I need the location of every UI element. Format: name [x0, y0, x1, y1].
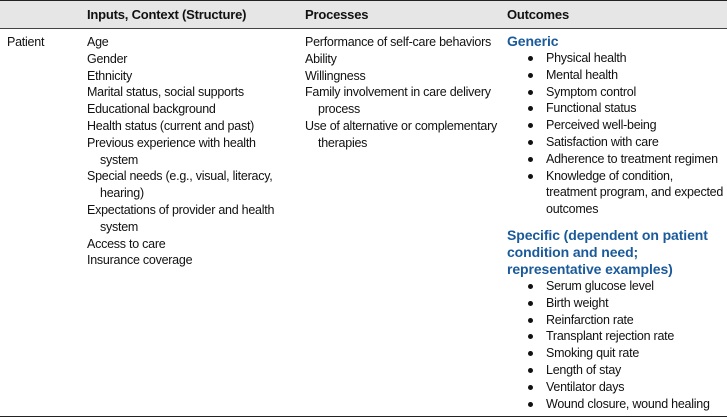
list-item: Ventilator days — [528, 379, 725, 396]
list-item: Expectations of provider and health system — [87, 202, 275, 234]
list-item: Gender — [87, 51, 128, 66]
header-inputs: Inputs, Context (Structure) — [87, 7, 247, 22]
bullet-icon — [528, 301, 533, 306]
list-item: Serum glucose level — [528, 278, 725, 295]
bullet-icon — [528, 402, 533, 407]
list-item: Age — [87, 35, 109, 49]
list-item: Use of alternative or complementary therapies — [305, 118, 498, 150]
list-item: Length of stay — [528, 362, 725, 379]
list-item: Access to care — [87, 236, 166, 251]
inputs-list — [87, 34, 297, 269]
list-item: Educational background — [87, 102, 216, 117]
list-item: Transplant rejection rate — [528, 328, 725, 345]
bullet-icon — [528, 90, 533, 95]
list-item: Marital status, social supports — [87, 85, 244, 100]
list-item: Reinfarction rate — [528, 312, 725, 329]
specific-heading: Specific (dependent on patient condition and need; representative examples) — [507, 226, 708, 277]
inputs-cell — [87, 34, 297, 269]
list-item: Previous experience with health system — [87, 135, 256, 167]
list-item: Adherence to treatment regimen — [528, 151, 725, 168]
list-item: Perceived well-being — [528, 117, 725, 134]
bullet-icon — [528, 106, 533, 111]
processes-cell — [305, 34, 501, 152]
bullet-icon — [528, 174, 533, 179]
specific-outcomes-list — [507, 278, 725, 412]
bullet-icon — [528, 123, 533, 128]
outcomes-cell — [507, 34, 725, 412]
generic-outcomes-list — [507, 50, 725, 218]
list-item: Wound closure, wound healing — [528, 396, 725, 413]
table-row-patient — [0, 29, 727, 417]
list-item: Symptom control — [528, 84, 725, 101]
header-outcomes: Outcomes — [507, 7, 569, 22]
bullet-icon — [528, 334, 533, 339]
bullet-icon — [528, 157, 533, 162]
processes-list — [305, 34, 501, 152]
list-item: Insurance coverage — [87, 253, 193, 268]
bullet-icon — [528, 385, 533, 390]
header-processes: Processes — [305, 7, 369, 22]
bullet-icon — [528, 140, 533, 145]
list-item: Satisfaction with care — [528, 134, 725, 151]
bullet-icon — [528, 351, 533, 356]
row-label: Patient — [7, 35, 45, 49]
list-item: Smoking quit rate — [528, 345, 725, 362]
bullet-icon — [528, 318, 533, 323]
list-item: Special needs (e.g., visual, literacy, hearing) — [87, 169, 273, 201]
list-item: Willingness — [305, 68, 366, 83]
list-item: Ethnicity — [87, 68, 132, 83]
bullet-icon — [528, 73, 533, 78]
list-item: Knowledge of condition, treatment program, and expected outcomes — [528, 168, 725, 218]
list-item: Performance of self-care behaviors — [305, 35, 492, 49]
list-item: Ability — [305, 51, 337, 66]
list-item: Health status (current and past) — [87, 118, 255, 133]
bullet-icon — [528, 368, 533, 373]
bullet-icon — [528, 284, 533, 289]
list-item: Mental health — [528, 67, 725, 84]
generic-heading: Generic — [507, 33, 559, 49]
list-item: Birth weight — [528, 295, 725, 312]
table-header-row — [0, 0, 727, 29]
list-item: Family involvement in care delivery process — [305, 85, 491, 117]
bullet-icon — [528, 56, 533, 61]
list-item: Functional status — [528, 100, 725, 117]
list-item: Physical health — [528, 50, 725, 67]
